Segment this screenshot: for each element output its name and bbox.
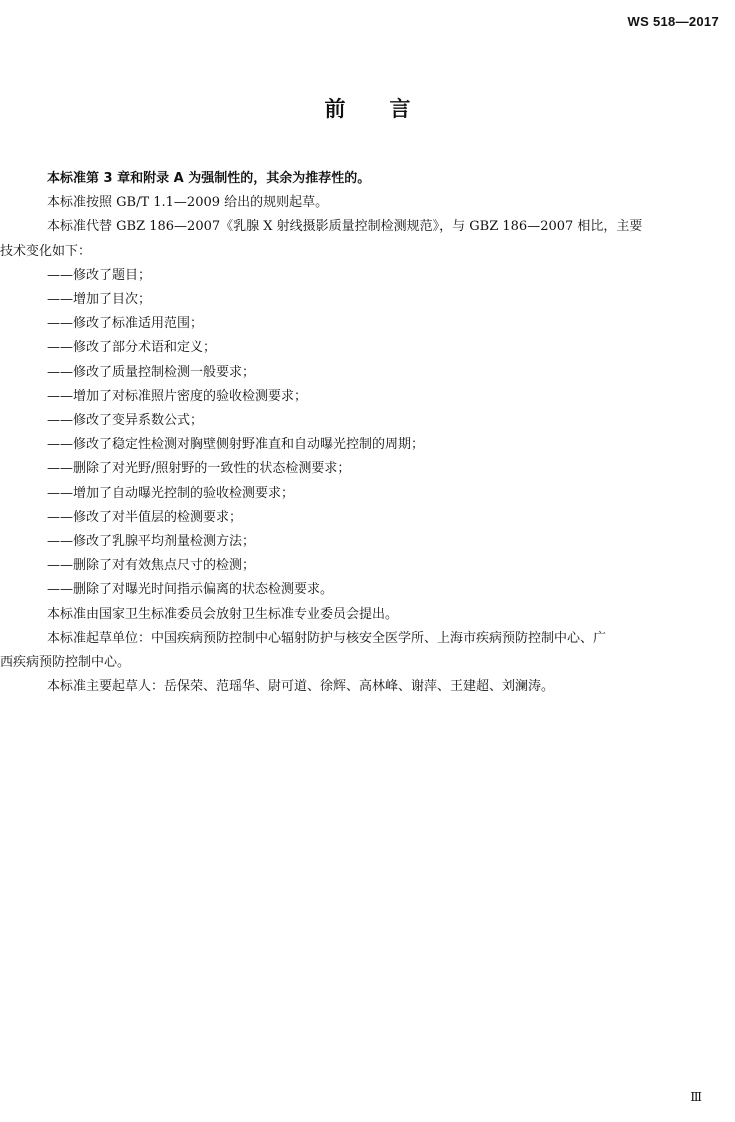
standard-code: WS 518—2017 bbox=[627, 14, 719, 29]
change-item: ——修改了稳定性检测对胸壁侧射野准直和自动曝光控制的周期； bbox=[47, 437, 425, 453]
change-item: ——增加了目次； bbox=[47, 292, 152, 308]
replaces-paragraph-line1: 本标准代替 GBZ 186—2007《乳腺 X 射线摄影质量控制检测规范》，与 GBZ 186—2007 相比，主要 bbox=[47, 219, 643, 235]
page-number: Ⅲ bbox=[690, 1090, 702, 1104]
change-item: ——删除了对光野/照射野的一致性的状态检测要求； bbox=[47, 461, 351, 477]
drafters-paragraph: 本标准主要起草人：岳保荣、范瑶华、尉可道、徐辉、高林峰、谢萍、王建超、刘澜涛。 bbox=[47, 679, 555, 695]
replaces-paragraph-line2: 技术变化如下： bbox=[0, 243, 92, 259]
drafting-units-paragraph bbox=[0, 627, 719, 675]
foreword-body bbox=[0, 167, 719, 699]
change-item: ——修改了质量控制检测一般要求； bbox=[47, 364, 256, 380]
replaces-paragraph bbox=[0, 215, 719, 263]
drafting-units-line1: 本标准起草单位：中国疾病预防控制中心辐射防护与核安全医学所、上海市疾病预防控制中心、广 bbox=[47, 630, 607, 646]
drafting-rule-paragraph: 本标准按照 GB/T 1.1—2009 给出的规则起草。 bbox=[47, 195, 329, 211]
mandatory-statement: 本标准第 3 章和附录 A 为强制性的，其余为推荐性的。 bbox=[47, 171, 371, 186]
change-item: ——修改了部分术语和定义； bbox=[47, 340, 217, 356]
page-title: 前言 bbox=[324, 97, 455, 121]
drafting-units-line2: 西疾病预防控制中心。 bbox=[0, 655, 131, 671]
change-item: ——修改了对半值层的检测要求； bbox=[47, 509, 243, 525]
change-item: ——修改了乳腺平均剂量检测方法； bbox=[47, 534, 256, 550]
change-item: ——修改了变异系数公式； bbox=[47, 413, 204, 429]
proposed-by-paragraph: 本标准由国家卫生标准委员会放射卫生标准专业委员会提出。 bbox=[47, 606, 399, 622]
change-item: ——修改了标准适用范围； bbox=[47, 316, 204, 332]
change-item: ——增加了对标准照片密度的验收检测要求； bbox=[47, 388, 308, 404]
change-item: ——删除了对曝光时间指示偏离的状态检测要求。 bbox=[47, 582, 334, 598]
change-item: ——修改了题目； bbox=[47, 267, 152, 283]
change-item: ——增加了自动曝光控制的验收检测要求； bbox=[47, 485, 295, 501]
change-item: ——删除了对有效焦点尺寸的检测； bbox=[47, 558, 256, 574]
